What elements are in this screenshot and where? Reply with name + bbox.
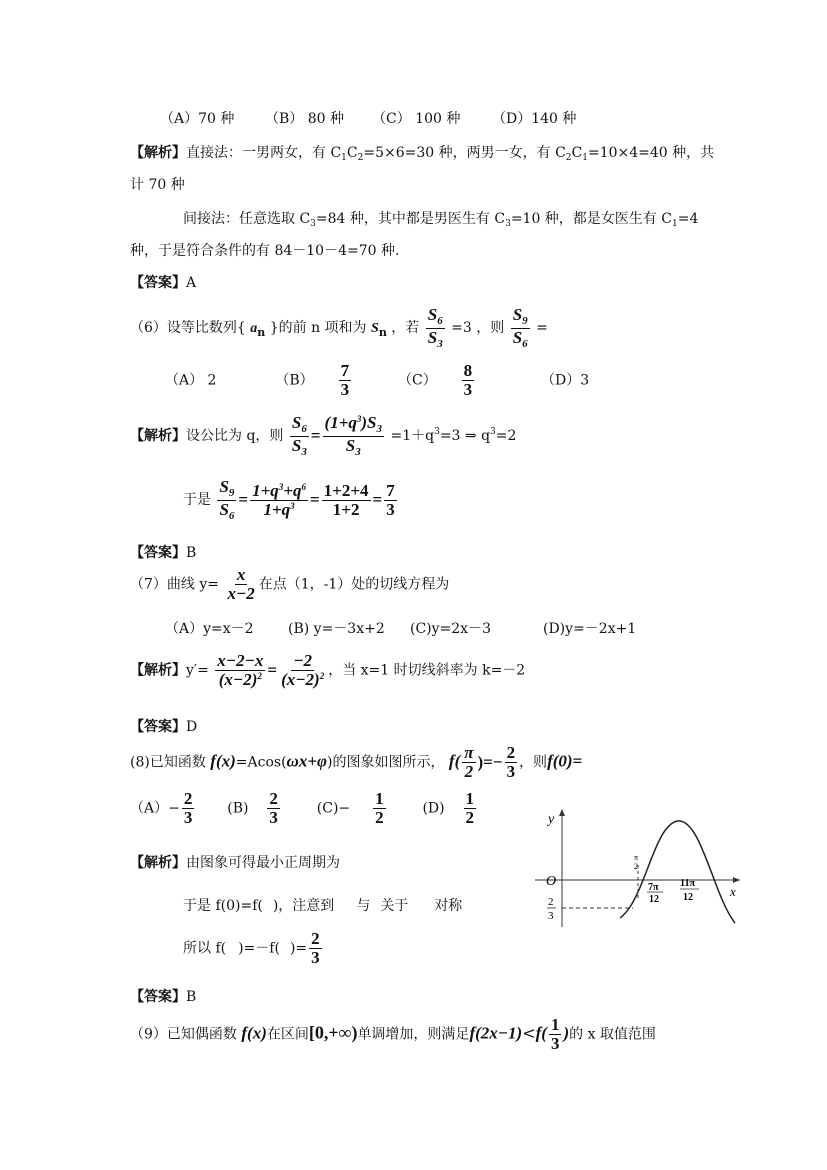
fraction: [549, 1016, 562, 1053]
text: n: [378, 326, 387, 340]
text: C: [346, 145, 358, 161]
text: 与: [356, 898, 371, 914]
text: 2: [357, 153, 364, 163]
q5-option-c: （C） 100 种: [372, 111, 461, 127]
text: 1: [465, 789, 475, 808]
text: 3: [490, 427, 496, 438]
text: =2: [495, 428, 517, 445]
text: 2: [183, 789, 193, 808]
text: 单调增加，则满足: [357, 1026, 470, 1043]
text: =1＋q: [390, 428, 435, 445]
text: S: [291, 435, 302, 455]
text: S: [219, 477, 229, 496]
q5-option-b: （B） 80 种: [265, 111, 345, 127]
text: 9: [228, 487, 235, 499]
text: a: [250, 321, 258, 337]
text: 3: [310, 219, 316, 229]
text: 3: [340, 379, 350, 399]
text: 1: [550, 1015, 560, 1034]
fraction: [464, 790, 477, 827]
text: S: [512, 327, 523, 347]
analysis-tag: 【解析】: [130, 145, 186, 161]
text: 1+2+4: [323, 480, 369, 500]
text: 3: [290, 500, 295, 511]
q8-stem: [130, 744, 582, 781]
text: f(x): [210, 751, 236, 771]
text: n: [257, 326, 266, 340]
fraction: [505, 744, 518, 781]
text: 3: [376, 423, 383, 435]
text: S: [512, 305, 523, 324]
text: （9）已知偶函数: [130, 1026, 237, 1043]
text: 2: [319, 670, 325, 681]
text: =4: [677, 211, 699, 227]
text: 3: [434, 427, 440, 438]
option-c: （C）: [397, 372, 437, 389]
text: )，注意到: [272, 898, 335, 914]
text: 的 x 取值范围: [569, 1026, 656, 1043]
fraction: [267, 790, 280, 827]
text: 在区间: [266, 1026, 309, 1043]
text: 于是 f(0)=f(: [183, 898, 263, 914]
fraction: [290, 414, 309, 458]
text: 关于: [380, 898, 409, 914]
text: 3: [355, 445, 361, 458]
text: S: [427, 305, 438, 324]
text: ，则: [519, 754, 548, 771]
text: S: [427, 327, 438, 347]
origin-label: O: [546, 874, 557, 889]
text: S: [345, 435, 356, 455]
q6-options: [165, 362, 589, 399]
text: 3: [550, 1033, 560, 1053]
analysis-tag: 【解析】: [130, 662, 186, 679]
answer-value: A: [186, 275, 197, 291]
text: =5×6=30 种，两男一女，有 C: [363, 145, 566, 161]
text: 2: [465, 807, 475, 827]
text: 在点（1，-1）处的切线方程为: [258, 576, 450, 593]
fraction: [339, 362, 352, 399]
fraction: [279, 652, 326, 689]
option-c: (C)−: [316, 800, 351, 817]
yval-den: 3: [548, 910, 554, 922]
text: 3: [505, 219, 511, 229]
fraction: [323, 414, 384, 458]
fraction: [250, 482, 308, 519]
fraction: [215, 652, 265, 689]
fraction: [426, 306, 445, 350]
analysis-tag: 【解析】: [130, 428, 186, 445]
text: +q: [283, 480, 302, 500]
text: f(: [535, 1023, 547, 1043]
q5-indirect-line2: 种，于是符合条件的有 84－10－4=70 种.: [130, 243, 400, 259]
text: 1: [375, 789, 384, 808]
text: 1+q: [263, 499, 291, 519]
text: 6: [228, 509, 235, 522]
text: f(: [448, 751, 461, 771]
text: 由图象可得最小正周期为: [186, 855, 340, 871]
q8-analysis-line2: [183, 895, 462, 915]
text: x−2: [227, 583, 255, 603]
q6-analysis-line1: 【解析】设公比为 q，则 $\frac{S_6}{S_3}$ = $\frac{(1+q^3)S_3}{S_3}$ $=1+q^3=3$ ⇒ $q^3=2$: [130, 413, 517, 458]
text: S: [219, 499, 229, 519]
text: 6: [522, 337, 528, 350]
q5-analysis-line1: [130, 142, 714, 163]
q8-options: [130, 790, 478, 827]
text: 直接法：一男两女，有 C: [186, 145, 342, 161]
option-d: (D): [422, 800, 445, 817]
answer-tag: 【答案】: [130, 989, 186, 1005]
text: C: [571, 145, 583, 161]
text: 3: [437, 337, 443, 350]
x-axis-arrow: [733, 877, 740, 883]
fraction: [322, 482, 371, 519]
text: [0,+∞): [308, 1022, 358, 1043]
yval-num: 2: [548, 896, 554, 908]
text: （6）设等比数列{: [130, 320, 246, 337]
text: 3: [269, 807, 278, 827]
analysis-tag: 【解析】: [130, 855, 186, 871]
answer-value: B: [186, 989, 197, 1005]
fraction: [225, 566, 256, 603]
text: S: [291, 413, 302, 432]
text: (x−2): [218, 669, 258, 689]
fraction: [373, 790, 386, 827]
text: ，当 x=1 时切线斜率为 k=－2: [328, 662, 526, 679]
option-a: （A）−: [130, 800, 180, 817]
text: S: [371, 321, 379, 337]
text: )的图象如图所示，: [326, 754, 445, 771]
text: ): [563, 1023, 570, 1043]
text: 3: [311, 947, 320, 967]
text: 间接法：任意选取 C: [183, 211, 311, 227]
text: =10 种，都是女医生有 C: [510, 211, 672, 227]
text: (1+q: [324, 413, 357, 432]
fraction: [511, 306, 530, 350]
fraction: [182, 790, 195, 827]
text: x: [236, 565, 246, 584]
text: 对称: [434, 898, 463, 914]
cosine-graph: [535, 805, 745, 930]
q8-analysis-line1: [130, 852, 340, 872]
option-a: （A） 2: [165, 372, 217, 389]
text: π: [464, 743, 474, 762]
text: 3: [463, 379, 473, 399]
curve: [620, 821, 735, 923]
text: =84 种，其中都是男医生有 C: [315, 211, 506, 227]
text: 3: [278, 481, 284, 492]
tick1-den: 12: [649, 894, 659, 905]
q6-stem: [130, 306, 548, 350]
q6-analysis-line2: 于是 $\frac{S_9}{S_6}$ = $\frac{1+q^3+q^6}{1+q^3}$ = $\frac{1+2+4}{1+2}$ = $\frac{7}{3}$: [183, 477, 395, 522]
text: 2: [565, 153, 572, 163]
text: )=−: [477, 752, 503, 772]
q7-option-b: (B) y=－3x+2: [288, 621, 385, 637]
text: }的前 n 项和为: [269, 320, 367, 337]
text: 3: [301, 445, 307, 458]
text: =3 ，则: [451, 320, 505, 337]
tick1-num: 7π: [648, 882, 659, 893]
text: −2: [293, 651, 313, 670]
text: 2: [311, 929, 320, 948]
fraction: [217, 478, 236, 522]
text: =: [536, 320, 548, 337]
text: 6: [301, 481, 306, 492]
text: （7）曲线 y=: [130, 576, 219, 593]
text: <: [522, 1023, 536, 1043]
text: x−2−x: [217, 651, 264, 670]
text: f(x): [241, 1023, 267, 1043]
q7-answer: [130, 716, 197, 736]
q8-analysis-line3: [183, 930, 324, 967]
q6-answer: [130, 542, 196, 562]
q7-option-a: （A）y=x－2: [165, 621, 254, 637]
text: ωx+φ: [286, 751, 327, 771]
q7-analysis: 【解析】y′= $\frac{x-2-x}{(x-2)^2}$ = $\frac{-2}{(x-2)^2}$ ，当 x=1 时切线斜率为 k=－2: [130, 651, 526, 689]
text: 6: [437, 315, 443, 327]
text: 2: [464, 761, 474, 781]
x-label: x: [730, 884, 736, 899]
y-label: y: [548, 812, 555, 827]
text: =10×4=40 种，共: [587, 145, 715, 161]
text: 8: [463, 361, 473, 380]
text: 2: [257, 670, 262, 681]
answer-value: B: [186, 545, 197, 561]
answer-tag: 【答案】: [130, 275, 186, 291]
text: 7: [386, 480, 395, 500]
text: 1: [341, 153, 347, 163]
q7-option-d: (D)y=－2x+1: [543, 621, 637, 637]
q5-analysis-line2: 计 70 种: [130, 177, 185, 193]
text: )=: [289, 940, 308, 957]
text: 3: [183, 807, 193, 827]
text: 3: [506, 761, 516, 781]
text: =3 ⇒ q: [439, 428, 491, 445]
text: 所以 f(: [183, 940, 227, 957]
answer-tag: 【答案】: [130, 719, 186, 735]
option-d: （D）3: [541, 372, 590, 389]
fraction: [462, 744, 475, 781]
text: f(2x−1): [469, 1023, 523, 1043]
fraction: [462, 362, 475, 399]
small-den: 2: [634, 862, 638, 871]
q8-answer: [130, 986, 196, 1006]
q5-option-d: （D）140 种: [492, 111, 577, 127]
text: =Acos(: [235, 754, 287, 771]
text: ，若: [391, 320, 420, 337]
text: (x−2): [281, 669, 320, 689]
text: 2: [269, 789, 278, 808]
answer-value: D: [186, 719, 198, 735]
q5-answer: [130, 272, 196, 292]
text: )S: [361, 413, 377, 432]
q9-stem: [130, 1016, 656, 1053]
fraction: [309, 930, 322, 967]
q5-option-a: （A）70 种: [160, 111, 235, 127]
text: 于是: [183, 492, 211, 509]
y-axis-arrow: [559, 809, 565, 816]
text: (8)已知函数: [130, 754, 206, 771]
text: f(0)=: [547, 751, 583, 771]
text: 3: [356, 414, 362, 424]
q7-stem: [130, 566, 449, 603]
tick2-num: 11π: [680, 878, 695, 889]
answer-tag: 【答案】: [130, 545, 186, 561]
text: 3: [386, 499, 395, 519]
text: 9: [522, 315, 528, 327]
text: 2: [506, 743, 516, 762]
text: 2: [375, 807, 384, 827]
text: y′=: [186, 662, 209, 679]
text: )=－f(: [238, 940, 280, 957]
tick2-den: 12: [683, 892, 693, 903]
text: 1: [671, 219, 678, 229]
text: 6: [301, 423, 307, 435]
text: 1: [582, 153, 588, 163]
text: 设公比为 q，则: [186, 428, 284, 445]
option-b: (B): [227, 800, 249, 817]
q5-indirect-line1: [183, 208, 698, 229]
text: 7: [340, 361, 350, 380]
small-num: π: [634, 853, 639, 862]
text: 1+2: [332, 499, 360, 519]
text: 1+q: [252, 480, 279, 500]
q7-option-c: (C)y=2x－3: [410, 621, 491, 637]
option-b: （B）: [275, 372, 314, 389]
fraction: [384, 482, 397, 519]
